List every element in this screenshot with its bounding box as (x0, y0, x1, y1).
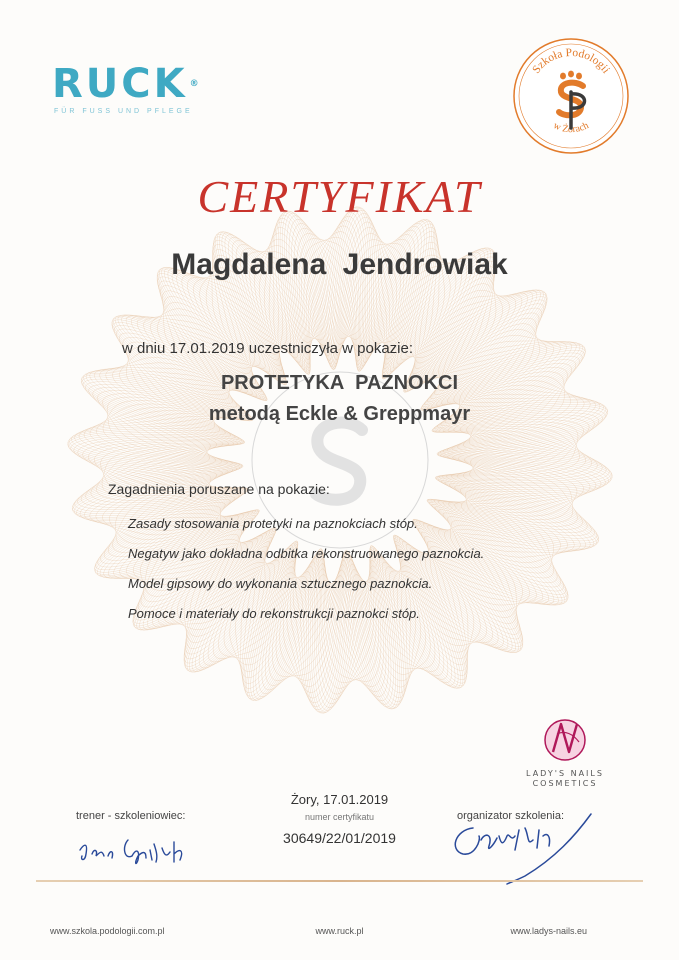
ln-monogram-icon (535, 712, 595, 764)
intro-text: w dniu 17.01.2019 uczestniczyła w pokazie: (122, 340, 414, 357)
list-item: Pomoce i materiały do rekonstrukcji paznokci stóp. (128, 606, 420, 621)
ladys-nails-name: LADY'S NAILS (526, 769, 604, 778)
organizer-label: organizator szkolenia: (457, 810, 565, 822)
list-item: Model gipsowy do wykonania sztucznego paznokcia. (128, 576, 433, 591)
topics-heading: Zagadnienia poruszane na pokazie: (108, 481, 330, 497)
cert-number-label: numer certyfikatu (304, 812, 375, 822)
cert-number: 30649/22/01/2019 (283, 830, 396, 846)
trainer-signature (70, 826, 200, 872)
organizer-signature (415, 806, 615, 886)
recipient-name: Magdalena Jendrowiak (171, 248, 508, 281)
footer-url-right: www.ladys-nails.eu (510, 926, 587, 936)
list-item: Zasady stosowania protetyki na paznokciach stóp. (128, 516, 418, 531)
seal-bottom-text: w Żorach (551, 120, 591, 136)
ladys-nails-sub: COSMETICS (532, 779, 598, 788)
footer-url-left: www.szkola.podologii.com.pl (50, 926, 165, 936)
certificate-title: CERTYFIKAT (197, 171, 482, 222)
footer-url-center: www.ruck.pl (315, 926, 364, 936)
ruck-logo: RUCK ® FÜR FUSS UND PFLEGE (52, 61, 202, 115)
seal-top-text: Szkoła Podologii (530, 46, 612, 76)
list-item: Negatyw jako dokładna odbitka rekonstruowanego paznokcia. (128, 546, 485, 561)
ladys-nails-logo (510, 712, 620, 789)
course-subtitle: metodą Eckle & Greppmayr (208, 403, 471, 425)
course-title: PROTETYKA PAZNOKCI (220, 372, 459, 394)
footer-divider (36, 880, 643, 882)
ruck-logo-name: RUCK (52, 61, 188, 107)
school-seal (511, 36, 631, 156)
place-date: Żory, 17.01.2019 (290, 792, 389, 807)
trainer-label: trener - szkoleniowiec: (76, 810, 186, 822)
topics-list (128, 509, 484, 629)
ruck-logo-tagline: FÜR FUSS UND PFLEGE (54, 108, 193, 115)
